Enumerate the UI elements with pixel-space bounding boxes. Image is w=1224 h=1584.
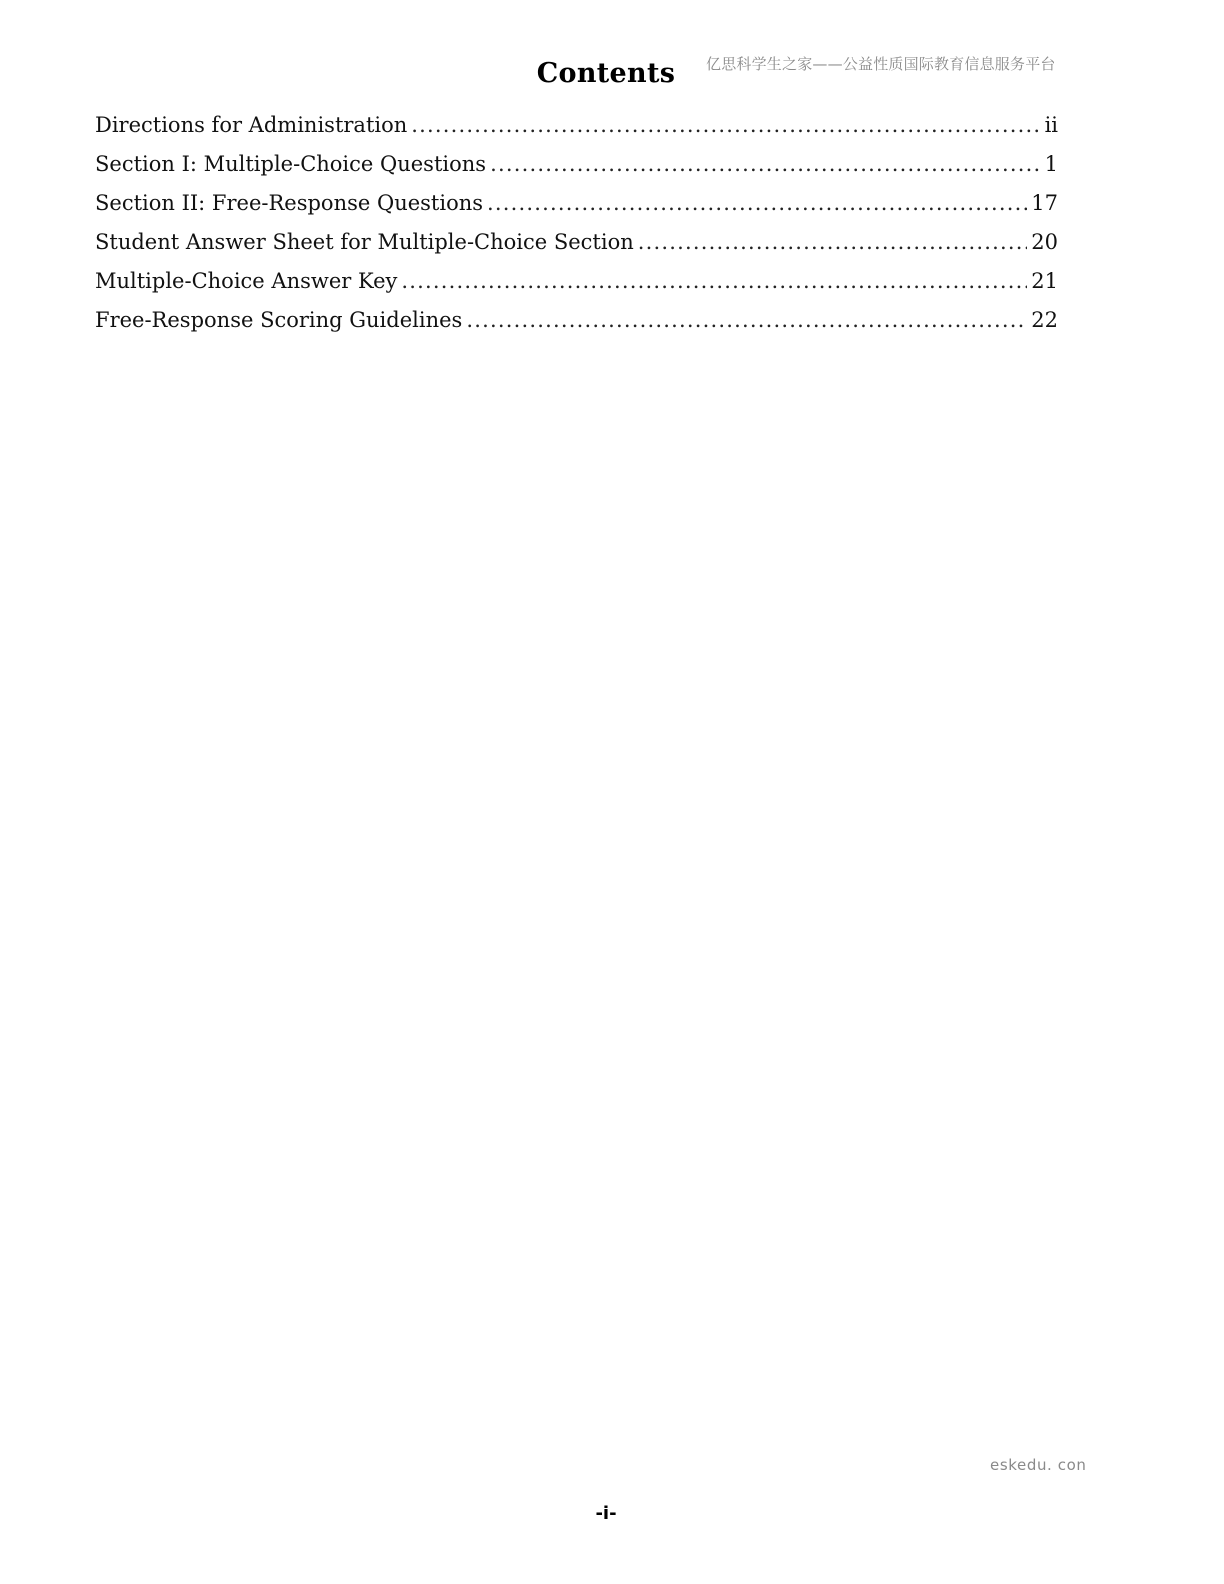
toc-entry-label: Student Answer Sheet for Multiple-Choice Section <box>95 230 634 254</box>
toc-leader-dots <box>466 308 1027 332</box>
toc-entry-label: Directions for Administration <box>95 113 408 137</box>
toc-entry-label: Section I: Multiple-Choice Questions <box>95 152 487 176</box>
toc-entry-answer-sheet[interactable] <box>95 230 1058 269</box>
page-number: -i- <box>595 1503 617 1524</box>
toc-entry-page: 21 <box>1031 269 1058 293</box>
toc-entry-page: 22 <box>1031 308 1058 332</box>
toc-entry-page: 20 <box>1031 230 1058 254</box>
toc-leader-dots <box>487 191 1027 215</box>
toc-entry-label: Multiple-Choice Answer Key <box>95 269 398 293</box>
toc-entry-scoring-guidelines[interactable] <box>95 308 1058 347</box>
toc-leader-dots <box>638 230 1028 254</box>
page-title: Contents <box>536 58 676 89</box>
toc-entry-directions[interactable] <box>95 113 1058 152</box>
toc-entry-page: 17 <box>1031 191 1058 215</box>
header-watermark: 亿思科学生之家——公益性质国际教育信息服务平台 <box>706 55 1056 73</box>
toc-leader-dots <box>490 152 1041 176</box>
toc-leader-dots <box>401 269 1027 293</box>
toc-entry-label: Section II: Free-Response Questions <box>95 191 484 215</box>
toc-entry-page: 1 <box>1044 152 1058 176</box>
toc-leader-dots <box>411 113 1040 137</box>
toc-entry-page: ii <box>1044 113 1058 137</box>
toc-entry-answer-key[interactable] <box>95 269 1058 308</box>
table-of-contents <box>95 113 1058 347</box>
toc-entry-section-2[interactable] <box>95 191 1058 230</box>
footer-watermark: eskedu. con <box>990 1456 1087 1474</box>
toc-entry-label: Free-Response Scoring Guidelines <box>95 308 463 332</box>
toc-entry-section-1[interactable] <box>95 152 1058 191</box>
